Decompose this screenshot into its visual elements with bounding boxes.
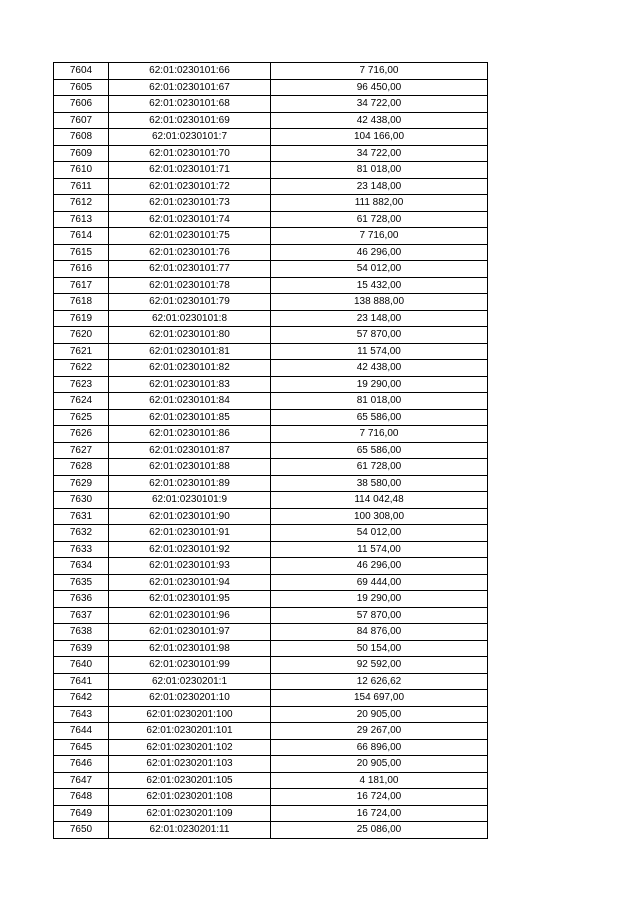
cadastral-value-cell: 54 012,00 xyxy=(271,261,488,278)
table-row xyxy=(54,63,488,80)
row-number-cell: 7646 xyxy=(54,756,109,773)
cadastral-value-cell: 92 592,00 xyxy=(271,657,488,674)
table-row xyxy=(54,508,488,525)
table-row xyxy=(54,492,488,509)
row-number-cell: 7623 xyxy=(54,376,109,393)
cadastral-number-cell: 62:01:0230101:90 xyxy=(109,508,271,525)
cadastral-number-cell: 62:01:0230101:8 xyxy=(109,310,271,327)
table-row xyxy=(54,558,488,575)
row-number-cell: 7607 xyxy=(54,112,109,129)
cadastral-number-cell: 62:01:0230201:100 xyxy=(109,706,271,723)
table-row xyxy=(54,789,488,806)
cadastral-value-cell: 100 308,00 xyxy=(271,508,488,525)
cadastral-number-cell: 62:01:0230101:66 xyxy=(109,63,271,80)
cadastral-value-cell: 65 586,00 xyxy=(271,442,488,459)
cadastral-number-cell: 62:01:0230101:78 xyxy=(109,277,271,294)
row-number-cell: 7633 xyxy=(54,541,109,558)
cadastral-number-cell: 62:01:0230101:69 xyxy=(109,112,271,129)
table-row xyxy=(54,690,488,707)
row-number-cell: 7638 xyxy=(54,624,109,641)
cadastral-value-cell: 15 432,00 xyxy=(271,277,488,294)
cadastral-value-cell: 42 438,00 xyxy=(271,360,488,377)
row-number-cell: 7629 xyxy=(54,475,109,492)
table-row xyxy=(54,475,488,492)
row-number-cell: 7643 xyxy=(54,706,109,723)
table-row xyxy=(54,706,488,723)
table-row xyxy=(54,426,488,443)
cadastral-number-cell: 62:01:0230101:7 xyxy=(109,129,271,146)
row-number-cell: 7606 xyxy=(54,96,109,113)
table-row xyxy=(54,525,488,542)
cadastral-value-cell: 81 018,00 xyxy=(271,393,488,410)
row-number-cell: 7624 xyxy=(54,393,109,410)
cadastral-value-cell: 20 905,00 xyxy=(271,706,488,723)
row-number-cell: 7642 xyxy=(54,690,109,707)
table-row xyxy=(54,574,488,591)
row-number-cell: 7620 xyxy=(54,327,109,344)
cadastral-number-cell: 62:01:0230101:83 xyxy=(109,376,271,393)
table-row xyxy=(54,756,488,773)
cadastral-value-cell: 50 154,00 xyxy=(271,640,488,657)
cadastral-number-cell: 62:01:0230101:95 xyxy=(109,591,271,608)
table-row xyxy=(54,822,488,839)
table-row xyxy=(54,739,488,756)
table-row xyxy=(54,162,488,179)
table-row xyxy=(54,360,488,377)
cadastral-number-cell: 62:01:0230101:88 xyxy=(109,459,271,476)
cadastral-number-cell: 62:01:0230101:80 xyxy=(109,327,271,344)
cadastral-number-cell: 62:01:0230101:94 xyxy=(109,574,271,591)
cadastral-value-cell: 20 905,00 xyxy=(271,756,488,773)
cadastral-number-cell: 62:01:0230101:68 xyxy=(109,96,271,113)
cadastral-value-cell: 111 882,00 xyxy=(271,195,488,212)
table-row xyxy=(54,277,488,294)
row-number-cell: 7637 xyxy=(54,607,109,624)
cadastral-number-cell: 62:01:0230101:73 xyxy=(109,195,271,212)
cadastral-number-cell: 62:01:0230201:11 xyxy=(109,822,271,839)
table-row xyxy=(54,211,488,228)
table-row xyxy=(54,178,488,195)
table-row xyxy=(54,624,488,641)
row-number-cell: 7616 xyxy=(54,261,109,278)
cadastral-number-cell: 62:01:0230101:77 xyxy=(109,261,271,278)
table-row xyxy=(54,261,488,278)
cadastral-value-cell: 19 290,00 xyxy=(271,591,488,608)
cadastral-number-cell: 62:01:0230201:101 xyxy=(109,723,271,740)
cadastral-value-cell: 34 722,00 xyxy=(271,145,488,162)
row-number-cell: 7644 xyxy=(54,723,109,740)
cadastral-value-cell: 23 148,00 xyxy=(271,178,488,195)
table-row xyxy=(54,640,488,657)
table-row xyxy=(54,442,488,459)
cadastral-value-cell: 4 181,00 xyxy=(271,772,488,789)
table-row xyxy=(54,244,488,261)
cadastral-number-cell: 62:01:0230101:97 xyxy=(109,624,271,641)
table-row xyxy=(54,343,488,360)
cadastral-value-cell: 34 722,00 xyxy=(271,96,488,113)
table-body xyxy=(54,63,488,839)
row-number-cell: 7636 xyxy=(54,591,109,608)
row-number-cell: 7639 xyxy=(54,640,109,657)
row-number-cell: 7625 xyxy=(54,409,109,426)
row-number-cell: 7608 xyxy=(54,129,109,146)
row-number-cell: 7610 xyxy=(54,162,109,179)
cadastral-value-cell: 16 724,00 xyxy=(271,789,488,806)
row-number-cell: 7640 xyxy=(54,657,109,674)
cadastral-number-cell: 62:01:0230101:96 xyxy=(109,607,271,624)
table-row xyxy=(54,96,488,113)
table-row xyxy=(54,145,488,162)
cadastral-number-cell: 62:01:0230101:81 xyxy=(109,343,271,360)
table-row xyxy=(54,657,488,674)
cadastral-number-cell: 62:01:0230101:84 xyxy=(109,393,271,410)
cadastral-number-cell: 62:01:0230101:71 xyxy=(109,162,271,179)
cadastral-number-cell: 62:01:0230101:75 xyxy=(109,228,271,245)
row-number-cell: 7645 xyxy=(54,739,109,756)
cadastral-value-cell: 57 870,00 xyxy=(271,607,488,624)
row-number-cell: 7647 xyxy=(54,772,109,789)
cadastral-value-cell: 81 018,00 xyxy=(271,162,488,179)
row-number-cell: 7634 xyxy=(54,558,109,575)
cadastral-value-cell: 16 724,00 xyxy=(271,805,488,822)
table-row xyxy=(54,723,488,740)
row-number-cell: 7641 xyxy=(54,673,109,690)
row-number-cell: 7621 xyxy=(54,343,109,360)
cadastral-number-cell: 62:01:0230201:102 xyxy=(109,739,271,756)
cadastral-value-cell: 25 086,00 xyxy=(271,822,488,839)
cadastral-value-table xyxy=(53,62,488,839)
cadastral-value-cell: 38 580,00 xyxy=(271,475,488,492)
cadastral-value-cell: 96 450,00 xyxy=(271,79,488,96)
table-row xyxy=(54,607,488,624)
table-row xyxy=(54,112,488,129)
cadastral-value-cell: 65 586,00 xyxy=(271,409,488,426)
cadastral-number-cell: 62:01:0230101:91 xyxy=(109,525,271,542)
row-number-cell: 7635 xyxy=(54,574,109,591)
row-number-cell: 7615 xyxy=(54,244,109,261)
cadastral-value-cell: 19 290,00 xyxy=(271,376,488,393)
cadastral-number-cell: 62:01:0230101:72 xyxy=(109,178,271,195)
cadastral-number-cell: 62:01:0230101:92 xyxy=(109,541,271,558)
row-number-cell: 7648 xyxy=(54,789,109,806)
table-row xyxy=(54,376,488,393)
row-number-cell: 7613 xyxy=(54,211,109,228)
cadastral-number-cell: 62:01:0230101:76 xyxy=(109,244,271,261)
cadastral-value-cell: 7 716,00 xyxy=(271,63,488,80)
cadastral-number-cell: 62:01:0230101:89 xyxy=(109,475,271,492)
cadastral-number-cell: 62:01:0230101:74 xyxy=(109,211,271,228)
cadastral-value-cell: 138 888,00 xyxy=(271,294,488,311)
cadastral-value-cell: 66 896,00 xyxy=(271,739,488,756)
row-number-cell: 7622 xyxy=(54,360,109,377)
table-row xyxy=(54,541,488,558)
row-number-cell: 7611 xyxy=(54,178,109,195)
cadastral-value-cell: 46 296,00 xyxy=(271,244,488,261)
cadastral-value-cell: 84 876,00 xyxy=(271,624,488,641)
cadastral-number-cell: 62:01:0230101:93 xyxy=(109,558,271,575)
cadastral-value-cell: 104 166,00 xyxy=(271,129,488,146)
cadastral-number-cell: 62:01:0230101:85 xyxy=(109,409,271,426)
cadastral-value-cell: 11 574,00 xyxy=(271,541,488,558)
row-number-cell: 7650 xyxy=(54,822,109,839)
table-row xyxy=(54,294,488,311)
row-number-cell: 7605 xyxy=(54,79,109,96)
cadastral-value-cell: 57 870,00 xyxy=(271,327,488,344)
table-row xyxy=(54,327,488,344)
cadastral-number-cell: 62:01:0230101:86 xyxy=(109,426,271,443)
cadastral-value-cell: 69 444,00 xyxy=(271,574,488,591)
cadastral-number-cell: 62:01:0230101:67 xyxy=(109,79,271,96)
table-row xyxy=(54,79,488,96)
cadastral-value-cell: 114 042,48 xyxy=(271,492,488,509)
row-number-cell: 7627 xyxy=(54,442,109,459)
table-row xyxy=(54,673,488,690)
cadastral-value-cell: 11 574,00 xyxy=(271,343,488,360)
cadastral-number-cell: 62:01:0230101:79 xyxy=(109,294,271,311)
table-row xyxy=(54,591,488,608)
table-row xyxy=(54,195,488,212)
cadastral-number-cell: 62:01:0230101:98 xyxy=(109,640,271,657)
row-number-cell: 7604 xyxy=(54,63,109,80)
cadastral-value-cell: 42 438,00 xyxy=(271,112,488,129)
cadastral-value-cell: 23 148,00 xyxy=(271,310,488,327)
row-number-cell: 7632 xyxy=(54,525,109,542)
cadastral-value-cell: 61 728,00 xyxy=(271,211,488,228)
cadastral-value-cell: 7 716,00 xyxy=(271,228,488,245)
cadastral-value-cell: 46 296,00 xyxy=(271,558,488,575)
cadastral-number-cell: 62:01:0230101:82 xyxy=(109,360,271,377)
cadastral-number-cell: 62:01:0230101:87 xyxy=(109,442,271,459)
row-number-cell: 7630 xyxy=(54,492,109,509)
cadastral-number-cell: 62:01:0230201:1 xyxy=(109,673,271,690)
cadastral-number-cell: 62:01:0230101:99 xyxy=(109,657,271,674)
table-row xyxy=(54,805,488,822)
row-number-cell: 7626 xyxy=(54,426,109,443)
cadastral-value-cell: 154 697,00 xyxy=(271,690,488,707)
cadastral-number-cell: 62:01:0230101:70 xyxy=(109,145,271,162)
cadastral-number-cell: 62:01:0230201:109 xyxy=(109,805,271,822)
row-number-cell: 7649 xyxy=(54,805,109,822)
cadastral-number-cell: 62:01:0230201:10 xyxy=(109,690,271,707)
cadastral-value-cell: 54 012,00 xyxy=(271,525,488,542)
cadastral-value-cell: 61 728,00 xyxy=(271,459,488,476)
row-number-cell: 7609 xyxy=(54,145,109,162)
table-row xyxy=(54,129,488,146)
cadastral-number-cell: 62:01:0230201:108 xyxy=(109,789,271,806)
cadastral-number-cell: 62:01:0230101:9 xyxy=(109,492,271,509)
table-row xyxy=(54,459,488,476)
cadastral-number-cell: 62:01:0230201:103 xyxy=(109,756,271,773)
cadastral-number-cell: 62:01:0230201:105 xyxy=(109,772,271,789)
row-number-cell: 7628 xyxy=(54,459,109,476)
cadastral-value-cell: 12 626,62 xyxy=(271,673,488,690)
row-number-cell: 7614 xyxy=(54,228,109,245)
row-number-cell: 7631 xyxy=(54,508,109,525)
cadastral-value-cell: 7 716,00 xyxy=(271,426,488,443)
table-row xyxy=(54,393,488,410)
table-row xyxy=(54,310,488,327)
table-row xyxy=(54,772,488,789)
cadastral-value-cell: 29 267,00 xyxy=(271,723,488,740)
table-row xyxy=(54,228,488,245)
table-row xyxy=(54,409,488,426)
row-number-cell: 7618 xyxy=(54,294,109,311)
row-number-cell: 7619 xyxy=(54,310,109,327)
row-number-cell: 7617 xyxy=(54,277,109,294)
row-number-cell: 7612 xyxy=(54,195,109,212)
